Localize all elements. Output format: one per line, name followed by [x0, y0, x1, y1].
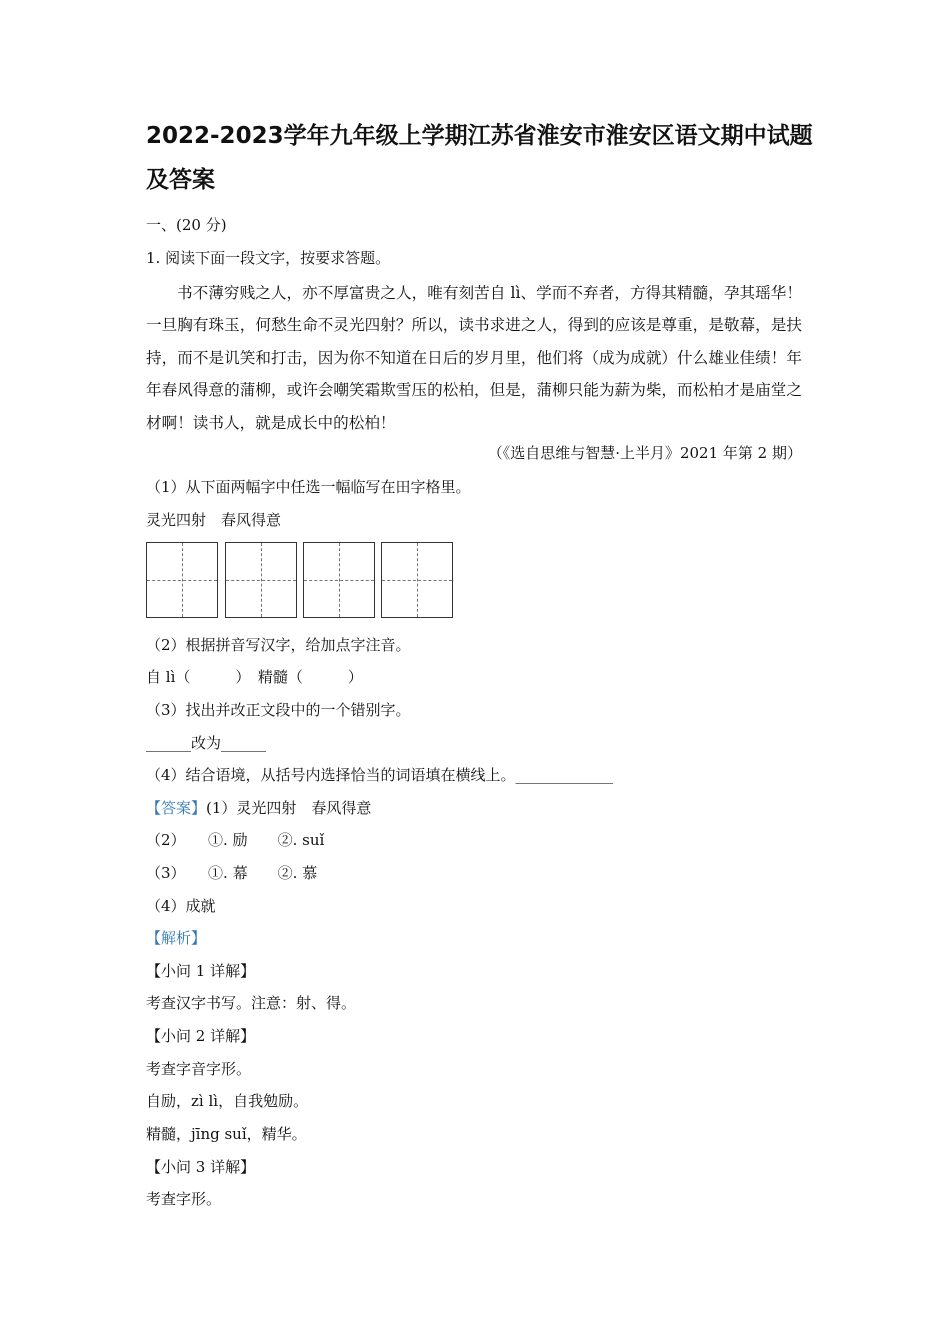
detail-2-line-1: 自励，zì lì，自我勉励。: [146, 1092, 309, 1110]
sub-question-1: （1）从下面两幅字中任选一幅临写在田字格里。: [146, 478, 471, 496]
grid-cell[interactable]: [225, 542, 297, 618]
detail-1-text: 考查汉字书写。注意：射、得。: [146, 994, 357, 1012]
detail-2-label: 【小问 2 详解】: [146, 1027, 256, 1045]
grid-cell[interactable]: [303, 542, 375, 618]
document-title: 2022-2023学年九年级上学期江苏省淮安市淮安区语文期中试题及答案: [146, 123, 813, 193]
sub-question-4: （4）结合语境，从括号内选择恰当的词语填在横线上。_____________: [146, 766, 614, 784]
detail-2-line-2: 精髓，jīng suǐ，精华。: [146, 1125, 307, 1143]
question-1-heading: 1. 阅读下面一段文字，按要求答题。: [146, 249, 391, 267]
detail-3-text: 考查字形。: [146, 1190, 222, 1208]
answer-3: （3） ①. 幕 ②. 慕: [146, 864, 318, 882]
sub-question-2-blanks: 自 lì（ ） 精髓（ ）: [146, 668, 363, 686]
analysis-label: 【解析】: [146, 929, 207, 947]
copy-phrases: 灵光四射 春风得意: [146, 511, 282, 529]
answer-2: （2） ①. 励 ②. suǐ: [146, 831, 325, 849]
sub-question-3-blanks: ______改为______: [146, 734, 267, 752]
answer-line-1: [146, 798, 371, 818]
answer-1: (1）灵光四射 春风得意: [206, 799, 372, 817]
answer-label: 【答案】: [146, 799, 207, 817]
grid-cell[interactable]: [146, 542, 218, 618]
reading-passage: 书不薄穷贱之人，亦不厚富贵之人，唯有刻苦自 lì、学而不弃者，方得其精髓，孕其瑶华！一旦胸有珠玉，何愁生命不灵光四射？所以，读书求进之人，得到的应该是尊重，是敬幕，是扶持，而不是讥笑和打击，因为你不知道在日后的岁月里，他们将（成为成就）什么雄业佳绩！年年春风得意的蒲柳，或许会嘲笑霜欺雪压的松柏，但是，蒲柳只能为薪为柴，而松柏才是庙堂之材啊！读书人，就是成长中的松柏！: [146, 284, 802, 432]
answer-4: （4）成就: [146, 897, 216, 915]
detail-2-text: 考查字音字形。: [146, 1060, 252, 1078]
passage-source: （《选自思维与智慧·上半月》2021 年第 2 期）: [487, 444, 802, 462]
section-heading: 一、(20 分): [146, 216, 227, 234]
grid-cell[interactable]: [381, 542, 453, 618]
detail-1-label: 【小问 1 详解】: [146, 962, 256, 980]
sub-question-3: （3）找出并改正文段中的一个错别字。: [146, 701, 411, 719]
detail-3-label: 【小问 3 详解】: [146, 1158, 256, 1176]
sub-question-2: （2）根据拼音写汉字，给加点字注音。: [146, 636, 411, 654]
